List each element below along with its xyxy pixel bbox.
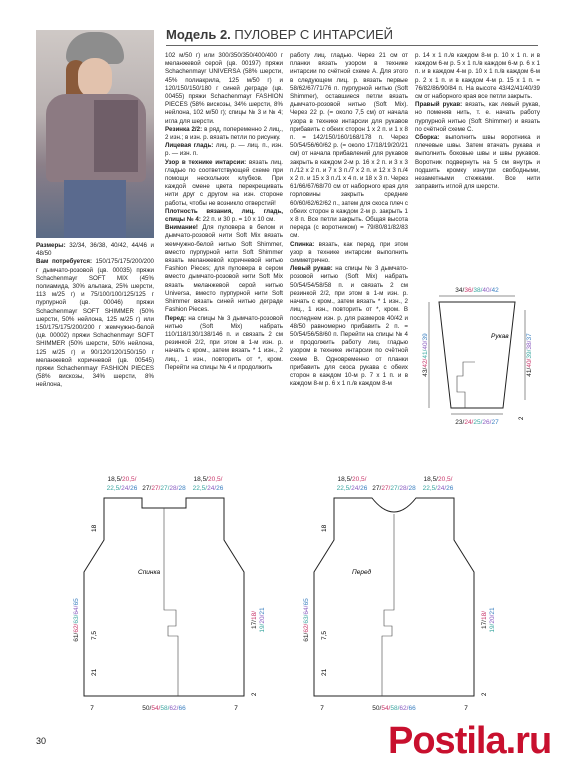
paragraph-text: вязать, как левый рукав, но поменяв нить, т. е. начать работу пурпурной нитью (Soft Shimmer) и вязать по счётной схеме С.	[415, 101, 540, 133]
front-right-dim-b	[489, 607, 496, 633]
paragraph	[36, 258, 154, 389]
paragraph-text: выполнить швы воротника и плечевые швы. Затем втачать рукава и выполнить боковые швы и швы рукавов. Воротник подвернуть на 5 см внутрь и подшить кромку изнутри свободными, незаметными стежками. Все нити заправить иглой для шерсти.	[415, 134, 540, 191]
text-column-4	[415, 52, 540, 252]
paragraph-heading: Вам потребуется:	[36, 258, 93, 266]
size-value: 17/	[251, 620, 258, 630]
paragraph	[165, 159, 283, 208]
front-top-left-dim	[338, 476, 367, 483]
paragraph	[165, 208, 283, 224]
model-label: Модель 2.	[166, 27, 231, 42]
size-value: 26	[360, 485, 368, 492]
back-right-dim-a	[251, 611, 258, 629]
size-value: 19/	[259, 623, 266, 633]
size-value: 22,5/	[106, 485, 122, 492]
size-value: 40/	[482, 287, 492, 294]
back-top-left-dim	[108, 476, 137, 483]
paragraph	[165, 126, 283, 142]
size-value: 63/	[73, 614, 80, 624]
back-top-left-dim-2	[107, 485, 138, 492]
paragraph-heading: Узор в технике интарсии:	[165, 158, 247, 166]
size-value: 22,5/	[336, 485, 352, 492]
front-top-mid-dim	[372, 485, 416, 492]
size-value: 18,5/	[337, 476, 352, 483]
paragraph-heading: Резинка 2/2:	[165, 125, 203, 133]
sleeve-schematic	[405, 280, 545, 435]
paragraph	[415, 52, 540, 101]
front-v18: 18	[321, 524, 328, 532]
size-value: 23/	[455, 419, 465, 426]
page-number: 30	[36, 736, 47, 746]
size-value: 24/	[121, 485, 131, 492]
size-value: 20,5/	[208, 476, 223, 483]
size-value: 62/	[73, 623, 80, 633]
size-value: 36/	[464, 287, 474, 294]
model-photo	[36, 30, 154, 238]
size-value: 18,5/	[107, 476, 122, 483]
back-bottom-left: 7	[90, 705, 94, 712]
size-value: 63/	[303, 614, 310, 624]
size-value: 20,5/	[122, 476, 137, 483]
front-bottom-left: 7	[320, 705, 324, 712]
sleeve-outline	[439, 302, 515, 408]
size-value: 20,5/	[352, 476, 367, 483]
back-intarsia-line	[164, 508, 178, 696]
size-value: 24/	[351, 485, 361, 492]
back-bottom-right: 7	[234, 705, 238, 712]
size-value: 20/	[489, 614, 496, 624]
size-value: 22,5/	[422, 485, 438, 492]
size-value: 43/	[422, 367, 429, 377]
front-left-height	[303, 598, 310, 642]
sleeve-left-dim	[422, 333, 429, 377]
size-value: 62/	[399, 705, 409, 712]
front-v2: 2	[482, 692, 488, 696]
front-schematic	[290, 470, 510, 720]
paragraph	[290, 52, 408, 241]
size-value: 66	[408, 705, 416, 712]
paragraph-text: вязать, как перед, при этом узор в технике интарсии выполнить симметрично.	[290, 240, 408, 265]
size-value: 18,5/	[193, 476, 208, 483]
size-value: 62/	[303, 623, 310, 633]
size-value: 26	[130, 485, 138, 492]
back-v21: 21	[91, 668, 98, 676]
front-bottom-right: 7	[464, 705, 468, 712]
size-value: 26/	[482, 419, 492, 426]
paragraph-heading: Внимание!	[165, 224, 198, 232]
size-value: 22,5/	[192, 485, 208, 492]
size-value: 18/	[251, 610, 258, 620]
size-value: 54/	[381, 705, 391, 712]
size-value: 61/	[73, 632, 80, 642]
paragraph-heading: Плотность вязания, лиц. гладь, спицы № 4:	[165, 207, 283, 224]
size-value: 27/	[390, 485, 400, 492]
back-v2: 2	[252, 692, 258, 696]
text-column-3	[290, 52, 409, 388]
front-v75: 7,5	[321, 630, 328, 640]
paragraph-heading: Правый рукав:	[415, 101, 463, 109]
title-rule	[166, 45, 538, 46]
paragraph-text: р. 14 х 1 п./в каждом 8-м р. 10 х 1 п. и в каждом 6-м р. 5 х 1 п./в каждом 6-м р. 6 х 1 п. и в каждом 4-м р. 10 х 1 п./в каждом 6-м р. 2 х 1 п. и в каждом 4-м р. 15 х 1 п. = 76/82/86/90/84 п. На высоте 43/42/41/40/39 см от наборного края все петли закрыть.	[415, 52, 540, 101]
size-value: 42	[491, 287, 499, 294]
sleeve-right-dim	[526, 333, 533, 377]
size-value: 39/	[526, 349, 533, 359]
size-value: 34/	[455, 287, 465, 294]
size-value: 65	[303, 598, 310, 606]
front-top-right-dim	[424, 476, 453, 483]
back-top-right-dim	[194, 476, 223, 483]
size-value: 37	[526, 333, 533, 341]
paragraph	[290, 241, 408, 266]
paragraph-text: на спицы № 3 дымчато-розовой нитью (Soft Mix) набрать 110/118/130/138/146 п. и связать 2 см резинкой 2/2, при этом в 1-м изн. р. начать с кром., затем вязать * 1 изн., 2 лиц., 1 изн., повторить от *, кром. Перейти на спицы № 4 и продолжить	[165, 314, 283, 371]
sleeve-small-dim: 2	[519, 416, 525, 420]
size-value: 17/	[481, 620, 488, 630]
size-value: 40/	[526, 358, 533, 368]
face-shape	[78, 58, 112, 98]
paragraph-heading: Сборка:	[415, 134, 440, 142]
size-value: 24/	[464, 419, 474, 426]
back-label: Спинка	[138, 569, 161, 576]
text-column-2	[165, 52, 283, 377]
size-value: 18,5/	[423, 476, 438, 483]
size-value: 50/	[372, 705, 382, 712]
paragraph-text: на спицы № 3 дымчато-розовой нитью (Soft Mix) набрать 50/54/54/58/58 п. и связать 2 см резинкой 2/2, при этом в 1-м изн. р. начать с кром., затем вязать * 1 изн., 2 лиц., 1 изн., повторить от *, кром. В последнем изн. р. для размеров 40/42 и 48/50 равномерно прибавить 2 п. = 50/54/56/58/60 п. Перейти на спицы № 4 и продолжить работу лиц. гладью узором в технике интарсии по счётной схеме В. Одновременно от планки прибавить для скоса рукава с обеих сторон в каждом 10-м р. 7 х 1 п. и в каждом 8-м р. 6 х 1 п./в каждом 8-м	[290, 265, 409, 388]
intarsia-panel-shape	[94, 100, 138, 172]
paragraph-heading: Лицевая гладь:	[165, 142, 214, 150]
size-value: 18/	[481, 610, 488, 620]
size-value: 21	[259, 607, 266, 615]
paragraph-text: вязать лиц. гладью по соответствующей схеме при помощи нескольких клубков. При каждой смене цвета перекрещивать нити друг с другом на изн. стороне работы, чтобы не возникло отверстий!	[165, 158, 283, 207]
paragraph-text: 32/34, 36/38, 40/42, 44/46 и 48/50	[36, 242, 154, 258]
front-label: Перед	[352, 569, 372, 576]
page-title	[166, 27, 538, 43]
size-value: 58/	[390, 705, 400, 712]
front-right-dim-a	[481, 611, 488, 629]
paragraph-text: лиц. р. — лиц. п., изн. р. — изн. п.	[165, 142, 283, 158]
size-value: 40/	[422, 340, 429, 350]
sleeve-bottom-dim	[455, 419, 499, 426]
size-value: 20/	[259, 614, 266, 624]
size-value: 27/	[372, 485, 382, 492]
front-bottom-mid	[372, 705, 416, 712]
sleeve-intarsia-line	[457, 362, 475, 408]
size-value: 28/	[399, 485, 409, 492]
paragraph-text: работу лиц. гладью. Через 21 см от планки вязать узором в технике интарсии по счётной схеме А. Для этого в следующем лиц. р. вязать первые 58/62/67/71/76 п. пурпурной нитью (Soft Shimmer), оставшиеся петли вязать дымчато-розовой нитью (Soft Mix). Через 22 р. (= около 7,5 см) от начала узора в технике интарсии для рукавов прибавить с обеих сторон 1 х 2 п. и 1 х 8 п. = 142/150/160/168/178 п. Через 50/54/56/60/62 р. (= около 17/18/19/20/21 см) от начала прибавлений для рукавов закрыть в каждом 2-м р. 16 х 2 п. и 3 х 3 п./12 х 2 п. и 7 х 3 п./7 х 2 п. и 12 х 3 п./4 х 2 п. и 15 х 3 п./1 х 4 п. и 18 х 3 п. Через 61/66/67/68/70 см от наборного края для горловины закрыть средние 60/60/62/62/62 п., затем для скоса плеч с обеих сторон в каждом 2-м р. закрыть 1 х 8 п. Все петли закрыть. Общая высота переда (с воротником) = 79/80/81/82/83 см.	[290, 52, 408, 240]
paragraph	[415, 134, 540, 191]
paragraph	[165, 224, 283, 314]
paragraph-heading: Левый рукав:	[290, 265, 333, 273]
size-value: 62/	[169, 705, 179, 712]
sleeve-top-dim	[455, 287, 499, 294]
size-value: 61/	[303, 632, 310, 642]
size-value: 38/	[473, 287, 483, 294]
size-value: 27/	[160, 485, 170, 492]
back-v18: 18	[91, 524, 98, 532]
size-value: 21	[489, 607, 496, 615]
size-value: 39	[422, 333, 429, 341]
paragraph	[36, 242, 154, 258]
size-value: 28	[178, 485, 186, 492]
back-v75: 7,5	[91, 630, 98, 640]
size-value: 64/	[73, 605, 80, 615]
size-value: 41/	[526, 367, 533, 377]
size-value: 54/	[151, 705, 161, 712]
front-intarsia-line	[382, 514, 394, 696]
paragraph-text: в ряд, попеременно 2 лиц., 2 изн.; в изн. р. вязать петли по рисунку.	[165, 125, 283, 142]
size-value: 28	[408, 485, 416, 492]
jeans-shape	[64, 180, 126, 238]
paragraph	[165, 142, 283, 158]
size-value: 65	[73, 598, 80, 606]
size-value: 42/	[422, 358, 429, 368]
back-schematic	[60, 470, 280, 720]
size-value: 28/	[169, 485, 179, 492]
size-value: 66	[178, 705, 186, 712]
size-value: 64/	[303, 605, 310, 615]
size-value: 58/	[160, 705, 170, 712]
paragraph-text: 22 п. и 30 р. = 10 х 10 см.	[200, 216, 276, 224]
sleeve-label: Рукав	[491, 333, 509, 340]
size-value: 27/	[142, 485, 152, 492]
size-value: 27/	[381, 485, 391, 492]
paragraph-text: Для пуловера в белом и дымчато-розовой нити Soft Mix вязать жемчужно-белой нитью Soft Shimmer, вместо пурпурной нити Soft Shimmer вязать меланжевой коричневой нитью Fashion Pieces; для пуловера в сером вместо дымчато-розовой нити Soft Mix вязать меланжевой серой нитью Universa, вместо пурпурной нити Soft Shimmer вязать синей нитью деграде Fashion Pieces.	[165, 224, 283, 314]
model-title: ПУЛОВЕР С ИНТАРСИЕЙ	[230, 27, 394, 42]
size-value: 20,5/	[438, 476, 453, 483]
front-v21: 21	[321, 668, 328, 676]
watermark-logo: Postila.ru	[388, 720, 552, 762]
paragraph-text: 150/175/175/200/200 г дымчато-розовой (цв. 00035) пряжи Schachenmayr SOFT MIX (45% полиамида, 30% альпака, 25% шерсти, 113 м/25 г) и 75/100/100/125/125 г пурпурной (цв. 00046) пряжи Schachenmayr SOFT SHIMMER (50% шерсти, 50% нейлона, 125 м/25 г) или 150/175/175/200/200 г жемчужно-белой (цв. 00002) пряжи Schachenmayr SOFT SHIMMER (50% шерсти, 50% нейлона, 125 м/25 г) и 90/120/120/150/150 г меланжевой коричневой (цв. 00545) пряжи Schachenmayr FASHION PIECES (58% вискозы, 34% шерсти, 8% нейлона,	[36, 258, 154, 389]
back-bottom-mid	[142, 705, 186, 712]
size-value: 26	[446, 485, 454, 492]
size-value: 24/	[207, 485, 217, 492]
paragraph-heading: Спинка:	[290, 240, 315, 248]
paragraph	[290, 265, 408, 388]
paragraph-heading: Размеры:	[36, 242, 66, 249]
paragraph	[165, 315, 283, 372]
back-top-right-dim-2	[193, 485, 224, 492]
size-value: 27	[491, 419, 499, 426]
size-value: 19/	[489, 623, 496, 633]
back-left-height	[73, 598, 80, 642]
back-top-mid-dim	[142, 485, 186, 492]
front-top-right-dim-2	[423, 485, 454, 492]
paragraph	[165, 52, 283, 126]
size-value: 24/	[437, 485, 447, 492]
back-right-dim-b	[259, 607, 266, 633]
size-value: 26	[216, 485, 224, 492]
paragraph	[415, 101, 540, 134]
paragraph-heading: Перед:	[165, 314, 187, 322]
text-column-1	[36, 242, 154, 432]
paragraph-text: 102 м/50 г) или 300/350/350/400/400 г меланжевой серой (цв. 00197) пряжи Schachenmayr UNIVERSA (58% шерсти, 45% полиакрила, 125 м/50 г) и 120/150/150/180 г синей деграде (цв. 00455) пряжи Schachenmayr FASHION PIECES (58% вискозы, 34% шерсти, 8% нейлона, 102 м/50 г); спицы № 3 и № 4; игла для шерсти.	[165, 52, 283, 125]
front-top-left-dim-2	[337, 485, 368, 492]
size-value: 50/	[142, 705, 152, 712]
size-value: 27/	[151, 485, 161, 492]
size-value: 41/	[422, 349, 429, 359]
size-value: 25/	[473, 419, 483, 426]
size-value: 38/	[526, 340, 533, 350]
